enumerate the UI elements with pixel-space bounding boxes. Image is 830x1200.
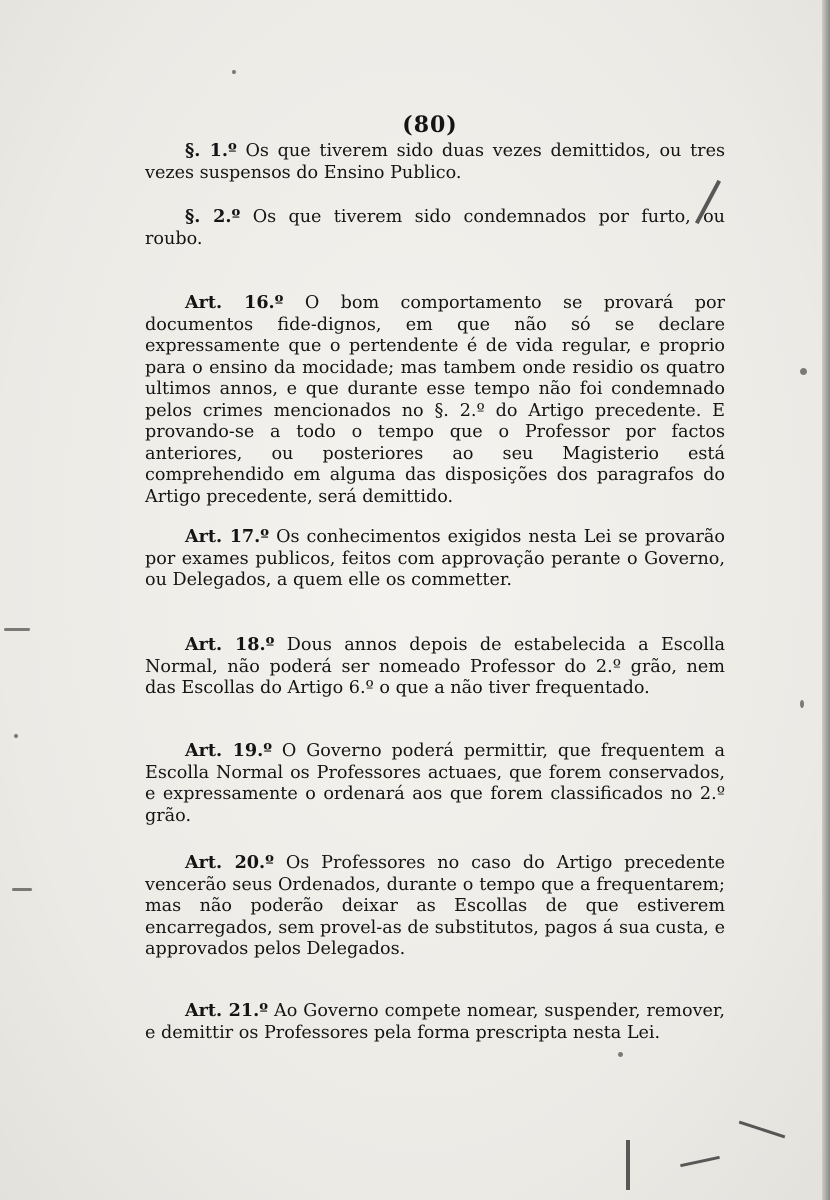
paragraph-article-17 [145,526,725,592]
paragraph-article-16 [145,292,725,508]
ink-speck [14,734,18,738]
paragraph-text: Ao Governo compete nomear, suspender, remover, e demittir os Professores pela forma prescripta nesta Lei. [145,1001,725,1043]
paragraph-heading: Art. 17.º [185,526,270,547]
paragraph-heading: Art. 20.º [185,852,274,873]
paragraph-text: Os Professores no caso do Artigo precedente vencerão seus Ordenados, durante o tempo que a frequentarem; mas não poderão deixar as Escollas de que estiverem encarregados, sem provel-as de substitutos, pagos á sua custa, e approvados pelos Delegados. [145,853,726,959]
ink-stroke [739,1121,786,1139]
ink-mark [4,628,30,631]
ink-stroke [626,1140,630,1190]
page-edge-shadow [822,0,830,1200]
paragraph-heading: Art. 16.º [185,292,284,313]
paragraph-heading: §. 2.º [185,206,241,227]
paragraph-text: O bom comportamento se provará por documentos fide-dignos, em que não só se declare expressamente que o pertendente é de vida regular, e proprio para o ensino da mocidade; mas tambem onde residio os quatro ultimos annos, e que durante esse tempo não foi condemnado pelos crimes mencionados no §. 2.º do Artigo precedente. E provando-se a todo o tempo que o Professor por factos anteriores, ou posteriores ao seu Magisterio está comprehendido em alguma das disposições dos paragrafos do Artigo precedente, será demittido. [145,293,726,507]
paragraph-section-2 [145,206,725,250]
paragraph-text: Os que tiverem sido condemnados por furto, ou roubo. [145,207,725,249]
paragraph-heading: §. 1.º [185,140,237,161]
paragraph-text: Os que tiverem sido duas vezes demittidos, ou tres vezes suspensos do Ensino Publico. [145,141,726,183]
paragraph-heading: Art. 19.º [185,740,273,761]
paragraph-section-1 [145,140,725,184]
paragraph-heading: Art. 21.º [185,1000,269,1021]
ink-stroke [680,1156,720,1167]
ink-speck [232,70,236,74]
paragraph-text: Os conhecimentos exigidos nesta Lei se provarão por exames publicos, feitos com approvação perante o Governo, ou Delegados, a quem elle os commetter. [145,527,726,590]
paragraph-text: O Governo poderá permittir, que frequentem a Escolla Normal os Professores actuaes, que forem conservados, e expressamente o ordenará aos que forem classificados no 2.º grão. [145,741,726,826]
ink-speck [800,368,807,375]
paragraph-article-21 [145,1000,725,1044]
paragraph-article-19 [145,740,725,827]
page-number: (80) [402,112,458,138]
paragraph-heading: Art. 18.º [185,634,275,655]
ink-speck [800,700,804,708]
ink-speck [618,1052,623,1057]
ink-mark [12,888,32,891]
paragraph-article-20 [145,852,725,961]
paragraph-article-18 [145,634,725,700]
paragraph-text: Dous annos depois de estabelecida a Escolla Normal, não poderá ser nomeado Professor do 2.º grão, nem das Escollas do Artigo 6.º o que a não tiver frequentado. [145,635,726,698]
